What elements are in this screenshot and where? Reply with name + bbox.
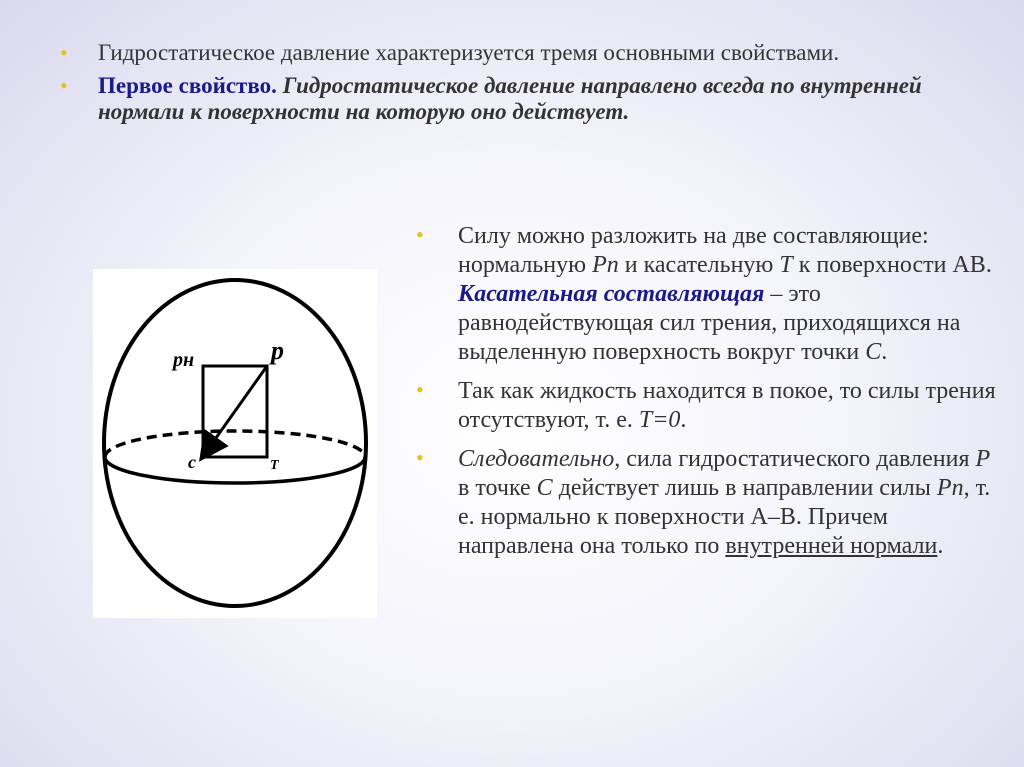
bullet-properties-intro xyxy=(60,40,978,66)
label-c: c xyxy=(188,452,196,472)
label-pn: pн xyxy=(173,349,195,371)
bullet-conclusion: • Следовательно, сила гидростатического давления P в точке C действует лишь в направлении силы Pn, т. е. нормально к поверхности А–В. Причем направлена она только по внутренней нормали. xyxy=(416,445,991,559)
vessel-outline xyxy=(104,280,366,606)
tangential-term: Касательная составляющая xyxy=(458,281,765,307)
conclusion-lead: Следовательно, xyxy=(458,446,621,472)
symbol-t: T xyxy=(779,252,793,278)
inner-normal-link[interactable]: внутренней нормали xyxy=(725,533,938,559)
symbol-c: C xyxy=(865,339,882,365)
bullet-icon: • xyxy=(60,73,68,98)
label-t: T xyxy=(270,458,279,473)
symbol-p: P xyxy=(975,446,991,472)
bullet-icon: • xyxy=(60,40,68,65)
intro-text: Гидростатическое давление характеризуется тремя основными свойствами. xyxy=(98,40,840,65)
bullet-icon: • xyxy=(416,222,424,247)
symbol-pn: Pn xyxy=(936,475,964,501)
first-property-text: Гидростатическое давление направлено всегда по внутренней нормали к поверхности на которую оно действует. xyxy=(98,73,922,124)
bullet-icon: • xyxy=(416,377,424,402)
force-arrow-p xyxy=(206,366,267,452)
label-p: p xyxy=(271,336,284,365)
equation-t-zero: T=0 xyxy=(638,407,681,433)
intro-section xyxy=(60,40,978,132)
bullet-icon: • xyxy=(416,445,424,470)
bullet-no-friction: • Так как жидкость находится в покое, то силы трения отсутствуют, т. е. T=0. xyxy=(416,377,996,433)
bullet-force-decomposition: • Силу можно разложить на две составляющие: нормальную Pn и касательную T к поверхности АВ. Касательная составляющая – это равнодействующая сил трения, приходящихся на выделенную поверхность вокруг точки C. xyxy=(416,222,992,365)
equator-front xyxy=(105,457,365,483)
bullet-first-property xyxy=(60,73,978,125)
explanation-section xyxy=(416,222,998,571)
symbol-c: C xyxy=(536,475,553,501)
equator-back-dashed xyxy=(105,431,365,457)
symbol-pn: Pn xyxy=(592,252,619,278)
first-property-heading: Первое свойство. xyxy=(98,73,277,98)
ellipsoid-diagram xyxy=(93,269,377,618)
